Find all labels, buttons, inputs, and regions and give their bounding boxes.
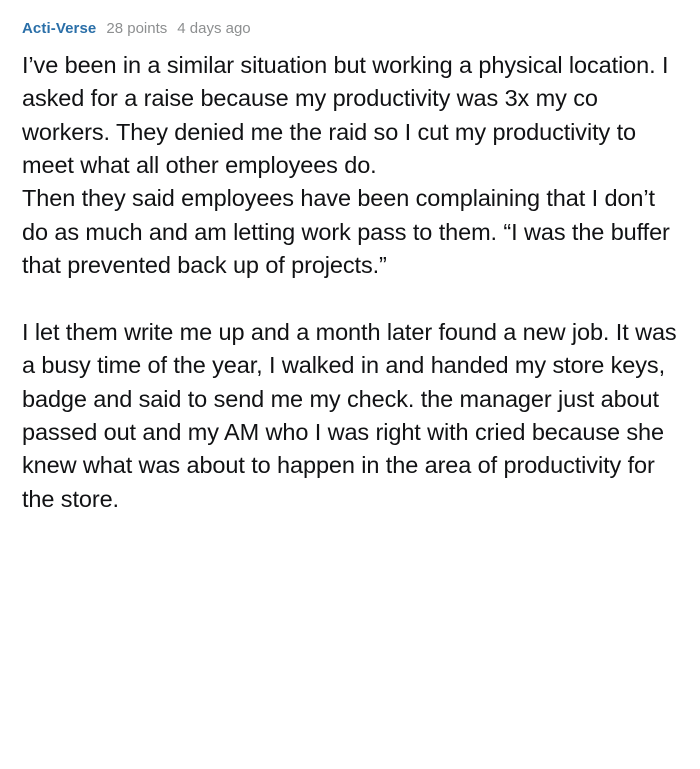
comment-meta xyxy=(22,20,678,37)
comment-body xyxy=(22,49,678,516)
comment-points: 28 points xyxy=(106,20,168,37)
comment-author[interactable]: Acti-Verse xyxy=(22,20,97,37)
comment-paragraph-2: Then they said employees have been complaining that I don’t do as much and am letting work pass to them. “I was the buffer that prevented back up of projects.” xyxy=(22,185,670,279)
comment-timestamp: 4 days ago xyxy=(177,20,251,37)
comment-paragraph-1: I’ve been in a similar situation but working a physical location. I asked for a raise because my productivity was 3x my co workers. They denied me the raid so I cut my productivity to meet what all other employees do. xyxy=(22,52,669,179)
comment-paragraph-3: I let them write me up and a month later found a new job. It was a busy time of the year, I walked in and handed my store keys, badge and said to send me my check. the manager just about passed out and my AM who I was right with cried because she knew what was about to happen in the area of productivity for the store. xyxy=(22,318,677,512)
